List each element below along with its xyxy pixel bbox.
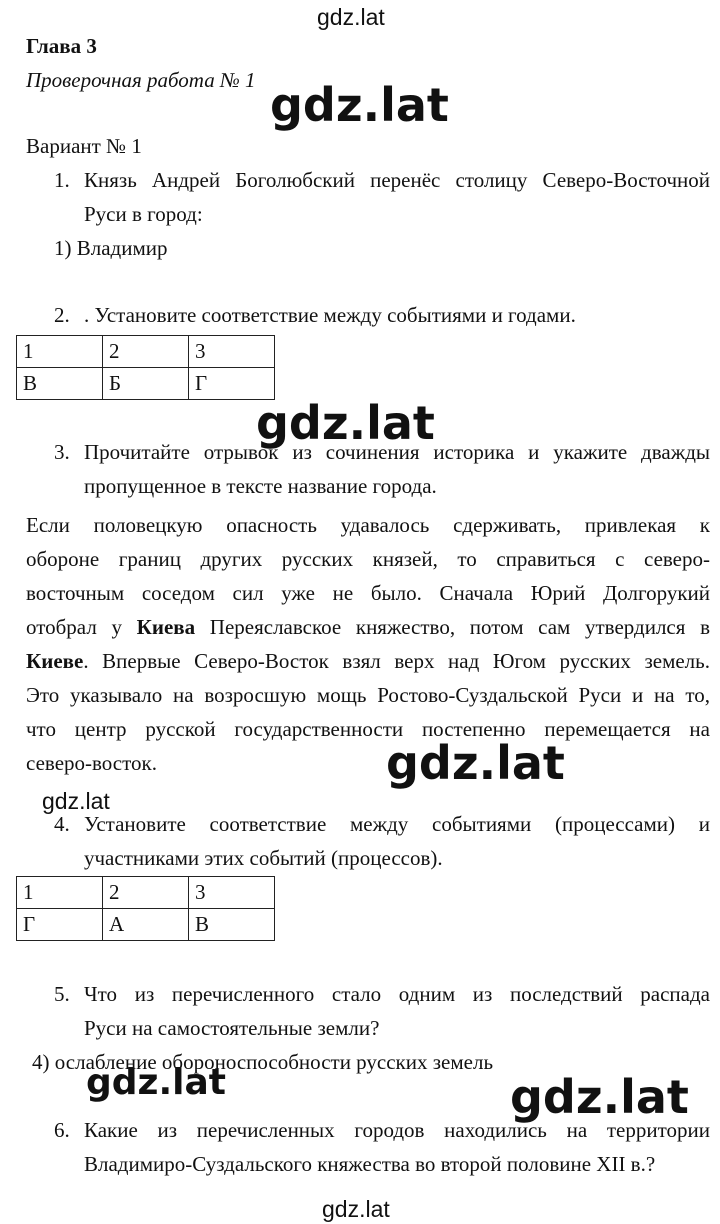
question-number: 4.: [54, 812, 70, 836]
answer-text: 4) ослабление обороноспособности русских земель: [32, 1050, 494, 1074]
question-text-line: Прочитайте отрывок из сочинения историка и укажите дважды: [84, 440, 710, 464]
watermark-large-4: gdz.lat: [86, 1062, 227, 1103]
city-name-bold: Киеве: [26, 649, 84, 673]
historian-passage: [26, 508, 710, 780]
passage-line: обороне границ других русских князей, то справиться с северо-: [26, 547, 710, 571]
passage-line: Это указывало на возросшую мощь Ростово-Суздальской Руси и на то,: [26, 683, 710, 707]
watermark-bottom: gdz.lat: [322, 1196, 390, 1222]
question-text-line: Князь Андрей Боголюбский перенёс столицу Северо-Восточной: [84, 168, 710, 192]
passage-line: восточным соседом сил уже не было. Сначала Юрий Долгорукий: [26, 581, 710, 605]
watermark-large-5: gdz.lat: [510, 1070, 689, 1124]
table-cell: 3: [189, 336, 275, 368]
passage-text: . Впервые Северо-Восток взял верх над Югом русских земель.: [83, 649, 710, 673]
passage-line: северо-восток.: [26, 751, 157, 775]
question-text-line: Руси в город:: [84, 202, 203, 226]
watermark-top: gdz.lat: [317, 4, 385, 30]
table-cell: А: [103, 909, 189, 941]
question-text-line: Какие из перечисленных городов находились на территории: [84, 1118, 710, 1142]
question-number: 5.: [54, 982, 70, 1006]
passage-text: отобрал у: [26, 615, 137, 639]
passage-text: Переяславское княжество, потом сам утвердился в: [195, 615, 710, 639]
work-subtitle: Проверочная работа № 1: [26, 68, 256, 92]
question-number: 6.: [54, 1118, 70, 1142]
question-number: 2.: [54, 303, 70, 327]
question-text-line: Владимиро-Суздальского княжества во второй половине XII в.?: [84, 1152, 656, 1176]
table-cell: В: [17, 368, 103, 400]
table-cell: В: [189, 909, 275, 941]
question-number: 1.: [54, 168, 70, 192]
table-cell: Б: [103, 368, 189, 400]
answer-table: [16, 335, 275, 400]
chapter-title: Глава 3: [26, 34, 97, 58]
passage-line: [26, 644, 710, 678]
table-cell: 2: [103, 877, 189, 909]
watermark-large-1: gdz.lat: [270, 78, 449, 132]
table-cell: 1: [17, 877, 103, 909]
question-text-line: Установите соответствие между событиями (процессами) и: [84, 812, 710, 836]
passage-line: [26, 610, 710, 644]
question-text-line: . Установите соответствие между событиями и годами.: [84, 303, 576, 327]
question-text-line: Руси на самостоятельные земли?: [84, 1016, 380, 1040]
table-cell: 3: [189, 877, 275, 909]
question-text-line: участниками этих событий (процессов).: [84, 846, 443, 870]
question-text-line: пропущенное в тексте название города.: [84, 474, 437, 498]
table-cell: 1: [17, 336, 103, 368]
answer-text: 1) Владимир: [54, 236, 168, 260]
answer-table: [16, 876, 275, 941]
watermark-small-left: gdz.lat: [42, 788, 110, 814]
question-number: 3.: [54, 440, 70, 464]
variant-label: Вариант № 1: [26, 134, 142, 158]
watermark-large-3: gdz.lat: [386, 736, 565, 790]
table-cell: 2: [103, 336, 189, 368]
passage-line: что центр русской государственности постепенно перемещается на: [26, 717, 710, 741]
table-cell: Г: [189, 368, 275, 400]
question-text-line: Что из перечисленного стало одним из последствий распада: [84, 982, 710, 1006]
table-cell: Г: [17, 909, 103, 941]
passage-line: Если половецкую опасность удавалось сдерживать, привлекая к: [26, 513, 710, 537]
city-name-bold: Киева: [136, 615, 196, 639]
watermark-large-2: gdz.lat: [256, 396, 435, 450]
